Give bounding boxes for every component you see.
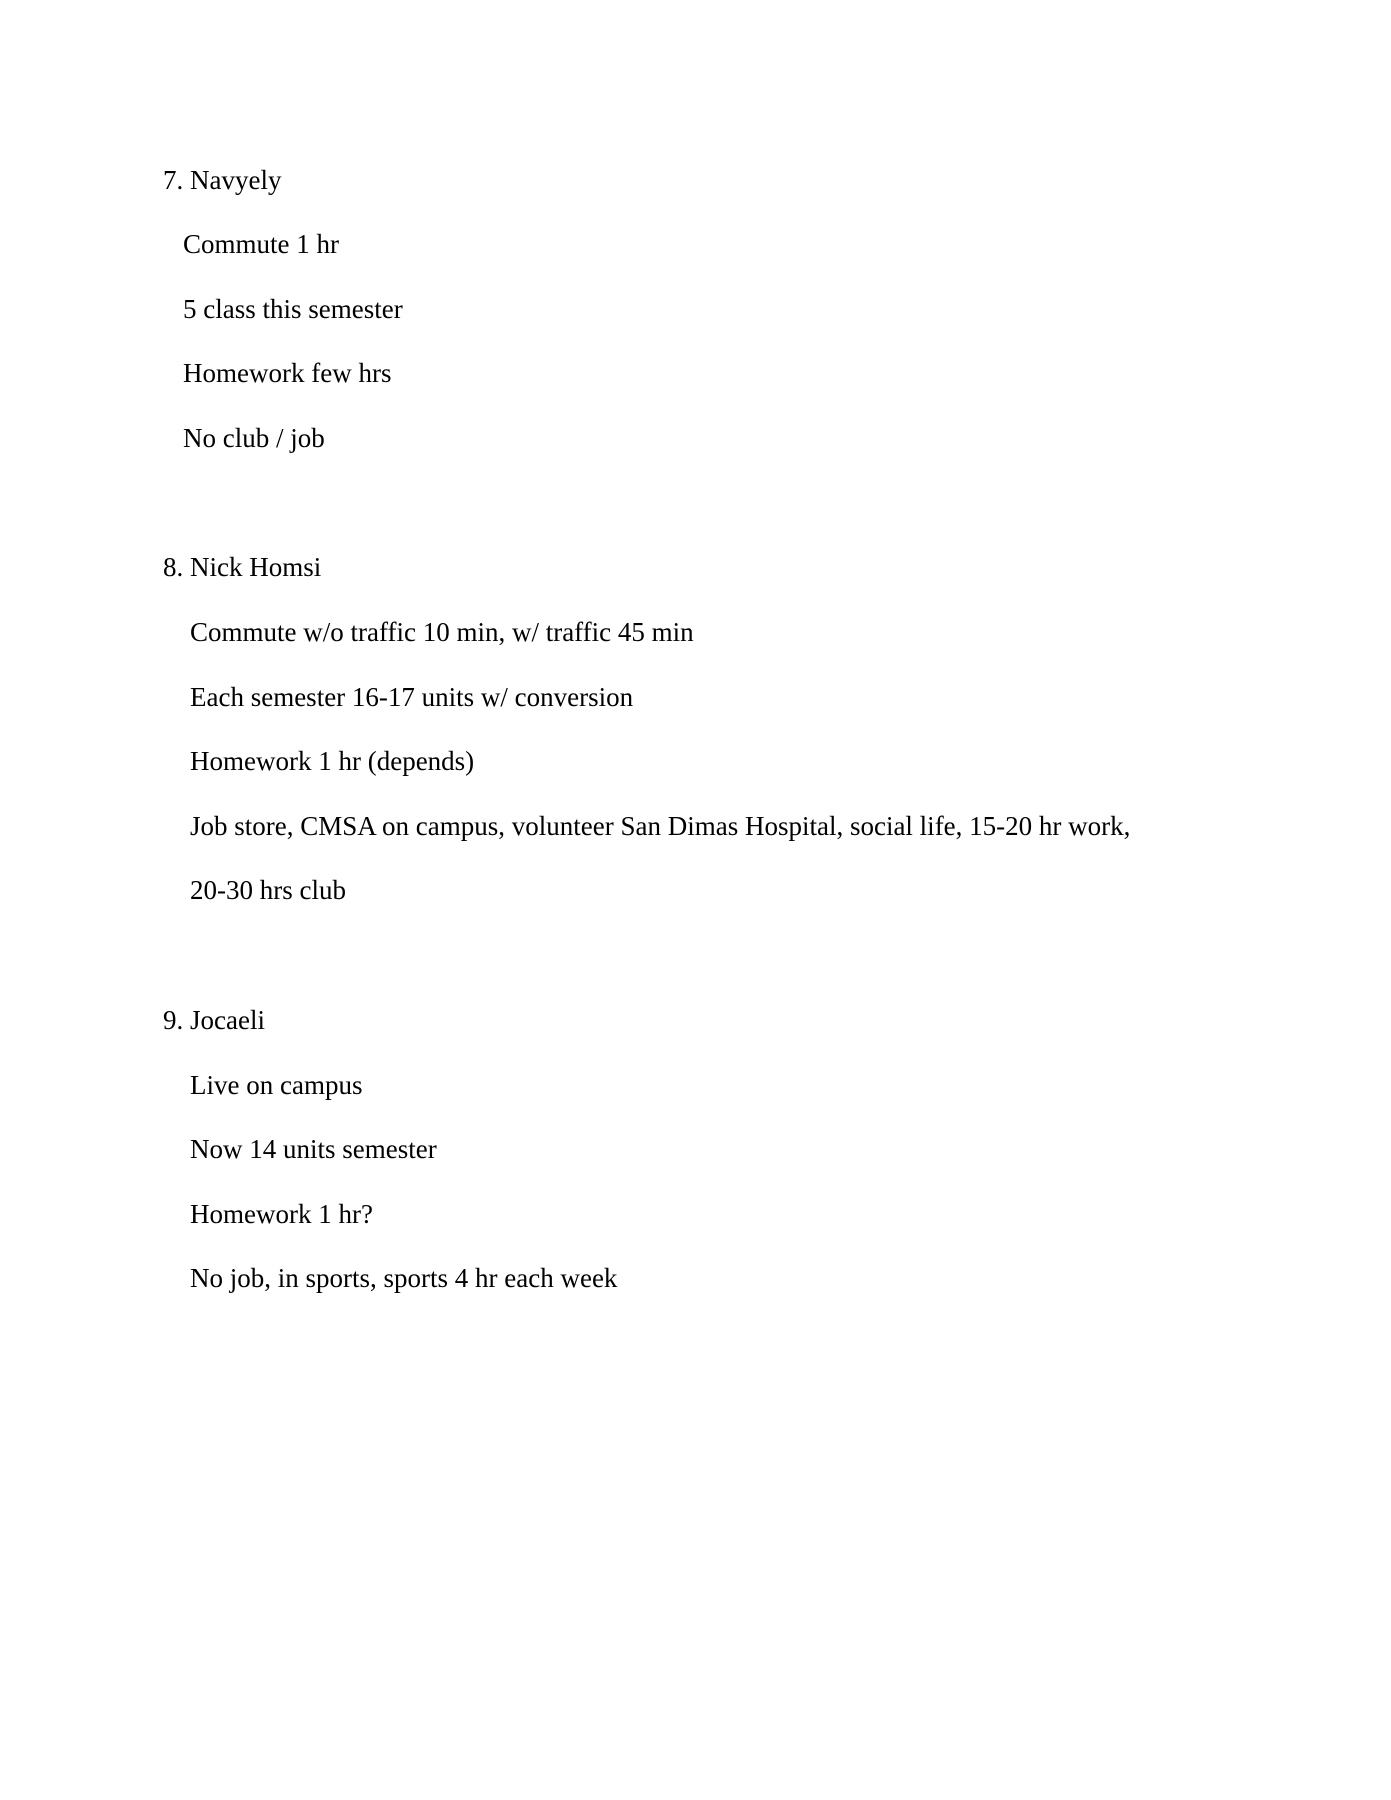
- entry-item: Now 14 units semester: [190, 1134, 437, 1164]
- entry-item: 5 class this semester: [183, 294, 403, 324]
- entry-item: Homework 1 hr?: [190, 1199, 373, 1229]
- entry-heading: 8. Nick Homsi: [163, 552, 322, 582]
- entry-item: Homework 1 hr (depends): [190, 746, 475, 776]
- entry-heading: 7. Navyely: [163, 165, 282, 195]
- entry-item: Homework few hrs: [183, 358, 392, 388]
- entry-item: Commute w/o traffic 10 min, w/ traffic 45 min: [190, 617, 694, 647]
- entry-item: Commute 1 hr: [183, 229, 339, 259]
- entry-item: Job store, CMSA on campus, volunteer San Dimas Hospital, social life, 15-20 hr work,: [190, 811, 1131, 841]
- entry-item: Live on campus: [190, 1070, 363, 1100]
- entry-heading: 9. Jocaeli: [163, 1005, 265, 1035]
- entry-item: No job, in sports, sports 4 hr each week: [190, 1263, 618, 1293]
- entry-item: No club / job: [183, 423, 325, 453]
- entry-item: 20-30 hrs club: [190, 875, 346, 905]
- entry-item: Each semester 16-17 units w/ conversion: [190, 682, 634, 712]
